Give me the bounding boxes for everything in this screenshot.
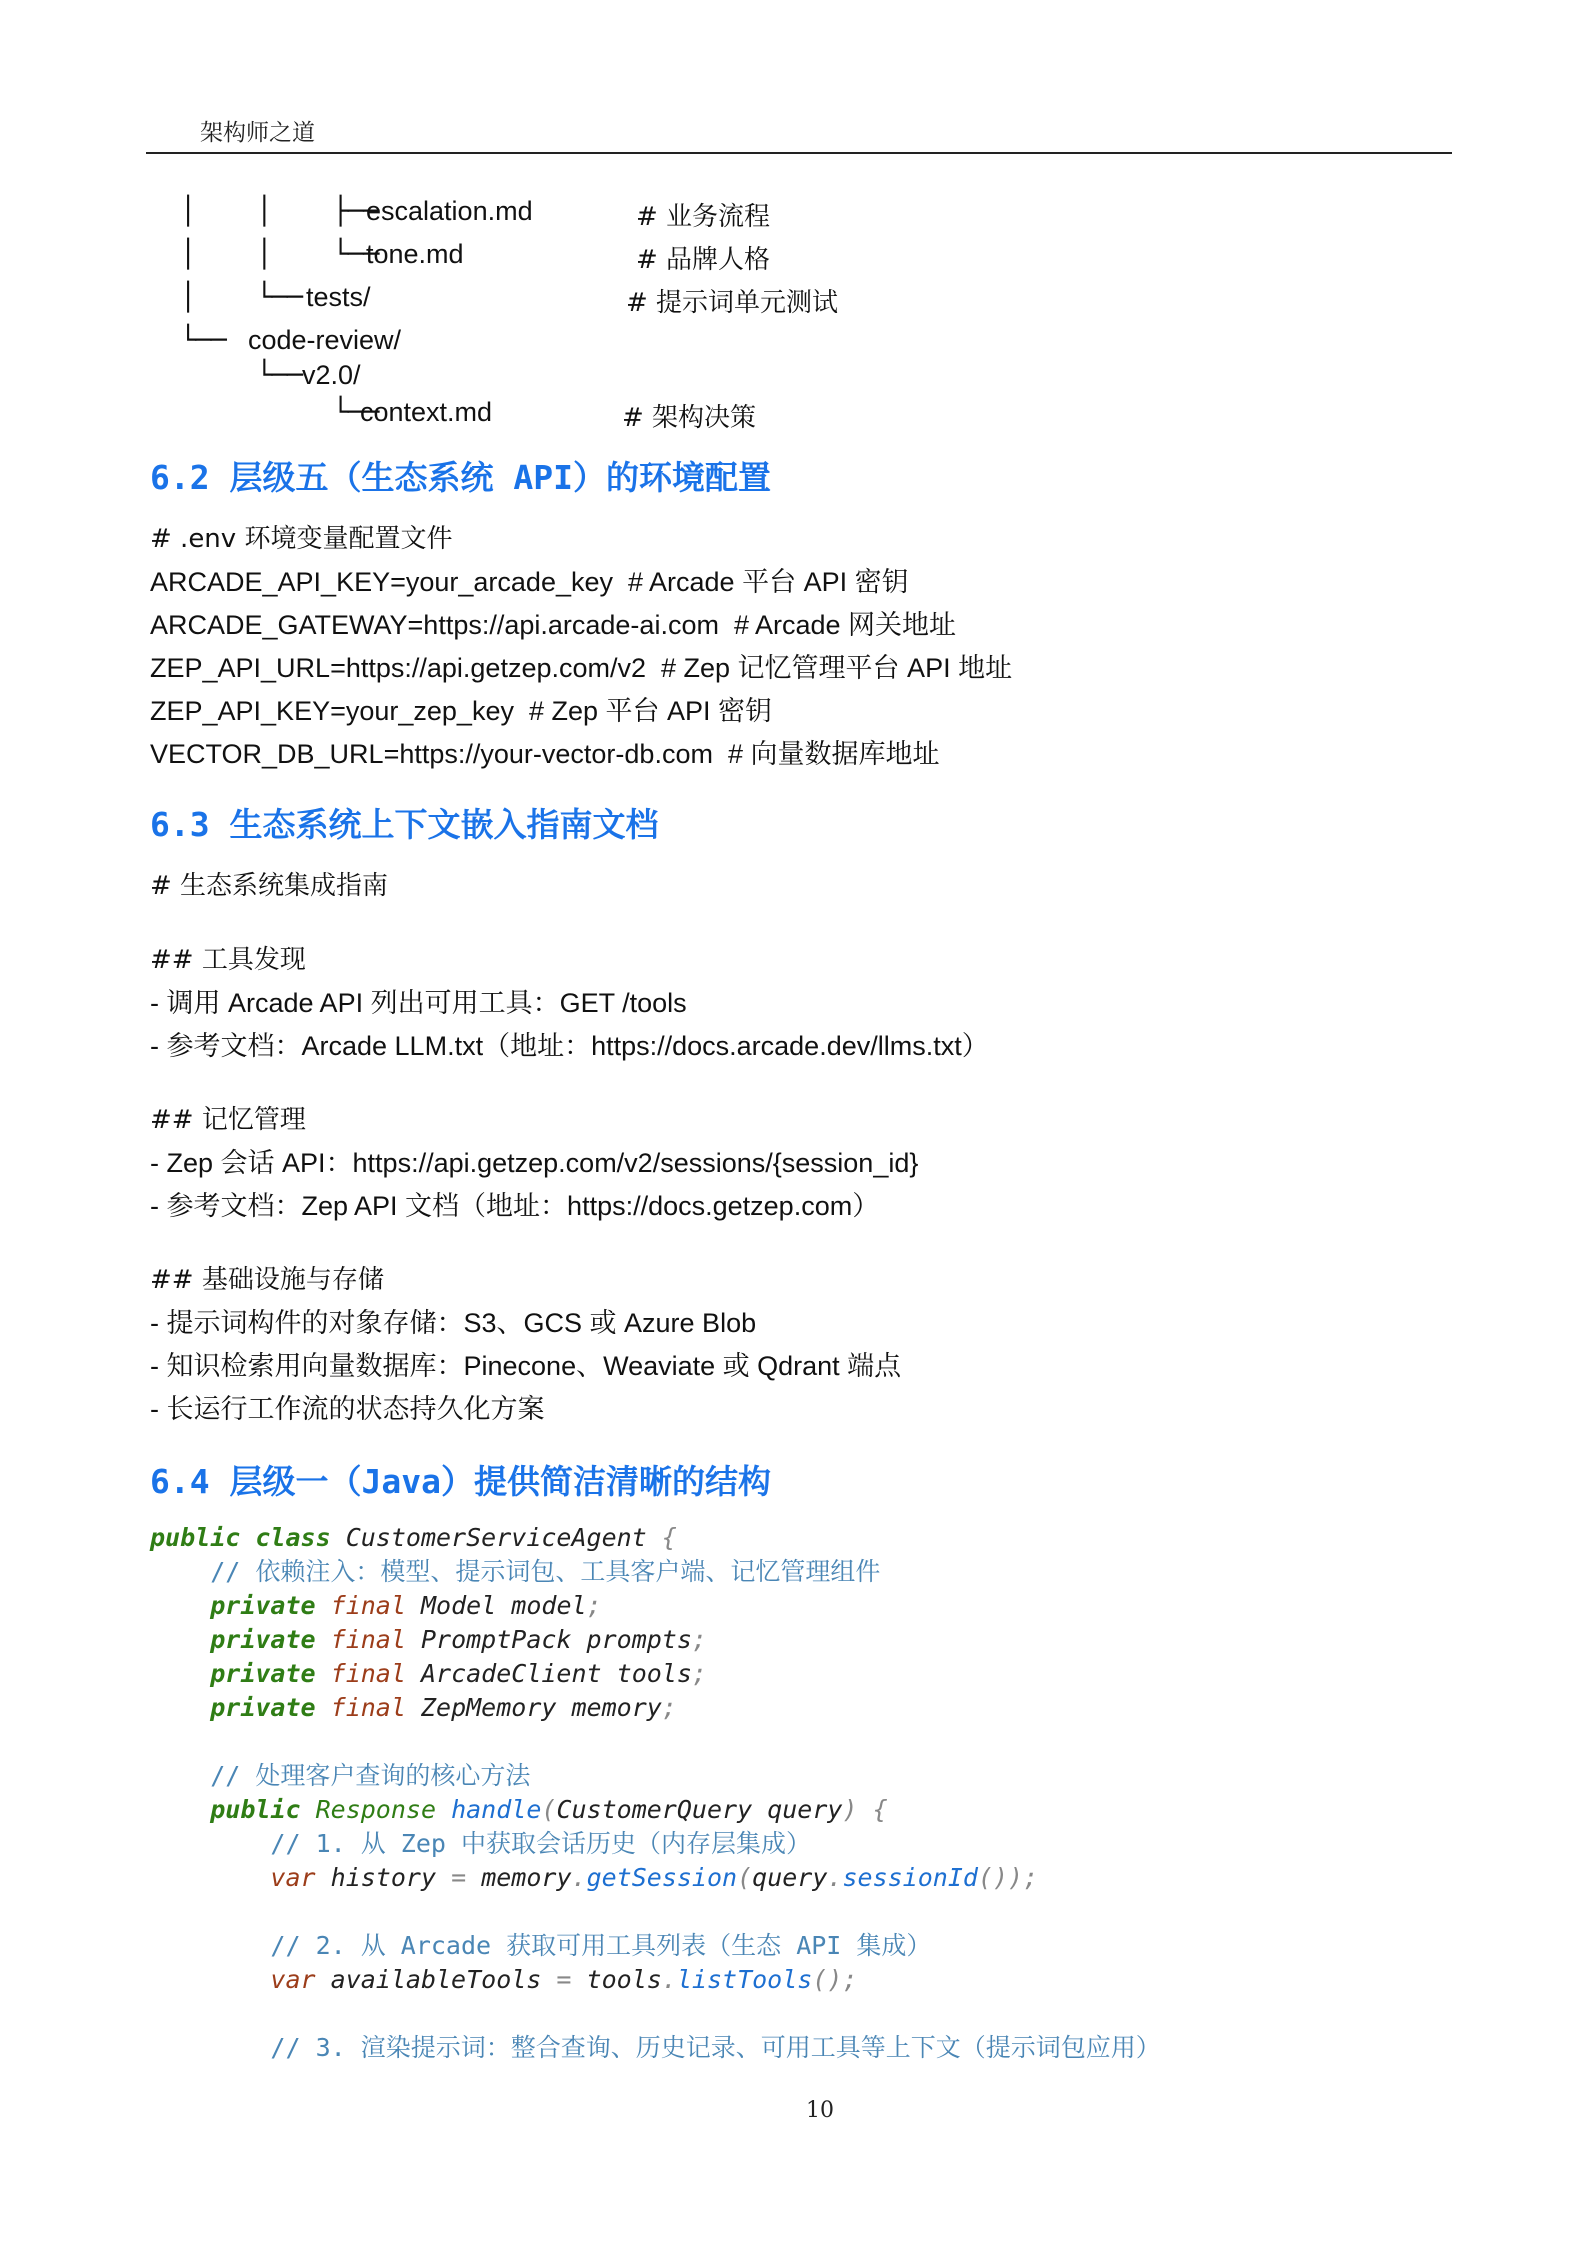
section-heading-6-4: 6.4 层级一（Java）提供简洁清晰的结构 (150, 1462, 771, 1501)
code-line (150, 1691, 1450, 1725)
code-keyword: final (330, 1659, 406, 1688)
code-line (150, 1623, 1450, 1657)
tree-line (180, 239, 1280, 282)
code-keyword: class (255, 1523, 331, 1552)
code-punct: . (571, 1863, 587, 1892)
page-number: 10 (806, 2098, 834, 2123)
guide-subheading: ## 基础设施与存储 (150, 1265, 384, 1295)
code-punct: (); (812, 1965, 858, 1994)
tree-item-name: escalation.md (366, 196, 533, 226)
code-identifier: query (752, 1863, 828, 1892)
tree-branch: └── (180, 325, 242, 356)
env-line: ZEP_API_URL=https://api.getzep.com/v2 # Zep 记忆管理平台 API 地址 (150, 653, 1013, 683)
header-divider (146, 152, 1452, 154)
code-line (150, 1929, 1450, 1963)
code-identifier: tools (616, 1659, 692, 1688)
code-type: Response (315, 1795, 437, 1824)
tree-line (180, 196, 1280, 239)
code-comment: // 依赖注入：模型、提示词包、工具客户端、记忆管理组件 (210, 1557, 881, 1586)
code-identifier: query (767, 1795, 843, 1824)
code-punct: ( (737, 1863, 753, 1892)
tree-branch: │ │ └── (180, 239, 394, 270)
env-config-block (150, 518, 1450, 776)
spacer (150, 1068, 1450, 1099)
code-keyword: var (270, 1965, 316, 1994)
code-identifier: prompts (586, 1625, 692, 1654)
env-line: ZEP_API_KEY=your_zep_key # Zep 平台 API 密钥 (150, 696, 773, 726)
env-line: ARCADE_GATEWAY=https://api.arcade-ai.com # Arcade 网关地址 (150, 610, 957, 640)
tree-line (180, 325, 1280, 360)
spacer (150, 1228, 1450, 1259)
tree-item-comment: # 提示词单元测试 (626, 288, 839, 318)
section-heading-6-3: 6.3 生态系统上下文嵌入指南文档 (150, 805, 659, 844)
code-method-name: listTools (676, 1965, 813, 1994)
code-keyword: final (330, 1693, 406, 1722)
guide-list-item: - 参考文档：Zep API 文档（地址：https://docs.getzep.com） (150, 1191, 880, 1221)
code-line (150, 1657, 1450, 1691)
tree-line (180, 282, 1280, 325)
guide-list-item: - 长运行工作流的状态持久化方案 (150, 1394, 545, 1424)
code-punct: ; (691, 1625, 707, 1654)
guide-list-item: - Zep 会话 API：https://api.getzep.com/v2/sessions/{session_id} (150, 1148, 919, 1178)
code-line (150, 1759, 1450, 1793)
code-keyword: private (210, 1591, 316, 1620)
code-punct: ; (586, 1591, 602, 1620)
code-punct: ) (842, 1795, 858, 1824)
code-method-name: sessionId (842, 1863, 978, 1892)
code-type: PromptPack (420, 1625, 572, 1654)
code-punct: { (872, 1795, 888, 1824)
env-line: VECTOR_DB_URL=https://your-vector-db.com # 向量数据库地址 (150, 739, 940, 769)
code-blank-line (150, 1895, 1450, 1929)
code-identifier: memory (571, 1693, 662, 1722)
code-punct: ; (691, 1659, 707, 1688)
code-keyword: var (270, 1863, 316, 1892)
code-comment: // 3. 渲染提示词：整合查询、历史记录、可用工具等上下文（提示词包应用） (270, 2033, 1161, 2062)
code-blank-line (150, 1997, 1450, 2031)
code-punct: . (827, 1863, 843, 1892)
env-comment-line: # .env 环境变量配置文件 (150, 524, 453, 554)
tree-line (180, 397, 1280, 440)
code-keyword: final (330, 1625, 406, 1654)
code-keyword: private (210, 1659, 316, 1688)
code-punct: { (661, 1523, 677, 1552)
tree-item-comment: # 业务流程 (636, 202, 771, 232)
header-title: 架构师之道 (200, 120, 315, 146)
tree-line (180, 360, 1280, 397)
code-comment: // 处理客户查询的核心方法 (210, 1761, 531, 1790)
code-type: Model (420, 1591, 497, 1620)
code-keyword: public (150, 1523, 241, 1552)
code-blank-line (150, 1725, 1450, 1759)
code-comment: // 2. 从 Arcade 获取可用工具列表（生态 API 集成） (270, 1931, 932, 1960)
guide-title-line: # 生态系统集成指南 (150, 871, 389, 901)
code-punct: ( (541, 1795, 557, 1824)
spacer (150, 908, 1450, 939)
code-keyword: final (330, 1591, 406, 1620)
tree-item-comment: # 架构决策 (622, 403, 757, 433)
tree-item-name: v2.0/ (302, 360, 361, 390)
code-punct: . (661, 1965, 677, 1994)
code-keyword: private (210, 1693, 316, 1722)
code-keyword: private (210, 1625, 316, 1654)
code-keyword: public (210, 1795, 301, 1824)
guide-subheading: ## 工具发现 (150, 945, 306, 975)
tree-branch: └── (180, 360, 318, 391)
code-line (150, 1589, 1450, 1623)
code-comment: // 1. 从 Zep 中获取会话历史（内存层集成） (270, 1829, 811, 1858)
tree-item-name: tests/ (306, 282, 371, 312)
tree-item-name: context.md (360, 397, 493, 427)
code-line (150, 1793, 1450, 1827)
code-method-name: getSession (586, 1863, 738, 1892)
code-line (150, 1861, 1450, 1895)
code-line (150, 1521, 1450, 1555)
code-punct: ; (661, 1693, 677, 1722)
tree-item-name: tone.md (366, 239, 464, 269)
guide-list-item: - 知识检索用向量数据库：Pinecone、Weaviate 或 Qdrant 端点 (150, 1351, 902, 1381)
code-identifier: tools (586, 1965, 662, 1994)
section-heading-6-2: 6.2 层级五（生态系统 API）的环境配置 (150, 458, 771, 497)
code-punct: = (451, 1863, 467, 1892)
tree-item-comment: # 品牌人格 (636, 245, 771, 275)
code-line (150, 2031, 1450, 2065)
code-identifier: history (330, 1863, 436, 1892)
code-method-name: handle (451, 1795, 542, 1824)
code-identifier: model (511, 1591, 587, 1620)
env-line: ARCADE_API_KEY=your_arcade_key # Arcade 平台 API 密钥 (150, 567, 909, 597)
code-punct: ()); (977, 1863, 1039, 1892)
code-identifier: memory (481, 1863, 572, 1892)
guide-list-item: - 参考文档：Arcade LLM.txt（地址：https://docs.arcade.dev/llms.txt） (150, 1031, 989, 1061)
guide-list-item: - 调用 Arcade API 列出可用工具：GET /tools (150, 988, 687, 1018)
tree-branch: │ │ ├── (180, 196, 394, 227)
guide-subheading: ## 记忆管理 (150, 1105, 306, 1135)
tree-item-name: code-review/ (248, 325, 402, 355)
code-line (150, 1963, 1450, 1997)
code-class-name: CustomerServiceAgent (345, 1523, 647, 1552)
code-line (150, 1555, 1450, 1589)
integration-guide-block (150, 865, 1450, 1431)
tree-branch: └── (180, 397, 394, 428)
java-code-block (150, 1521, 1450, 2065)
directory-tree (180, 196, 1280, 440)
code-punct: = (556, 1965, 572, 1994)
code-line (150, 1827, 1450, 1861)
code-identifier: availableTools (330, 1965, 542, 1994)
code-type: ArcadeClient (420, 1659, 602, 1688)
guide-list-item: - 提示词构件的对象存储：S3、GCS 或 Azure Blob (150, 1308, 757, 1338)
tree-branch: │ └── (180, 282, 318, 313)
code-type: ZepMemory (420, 1693, 557, 1722)
code-type: CustomerQuery (556, 1795, 753, 1824)
